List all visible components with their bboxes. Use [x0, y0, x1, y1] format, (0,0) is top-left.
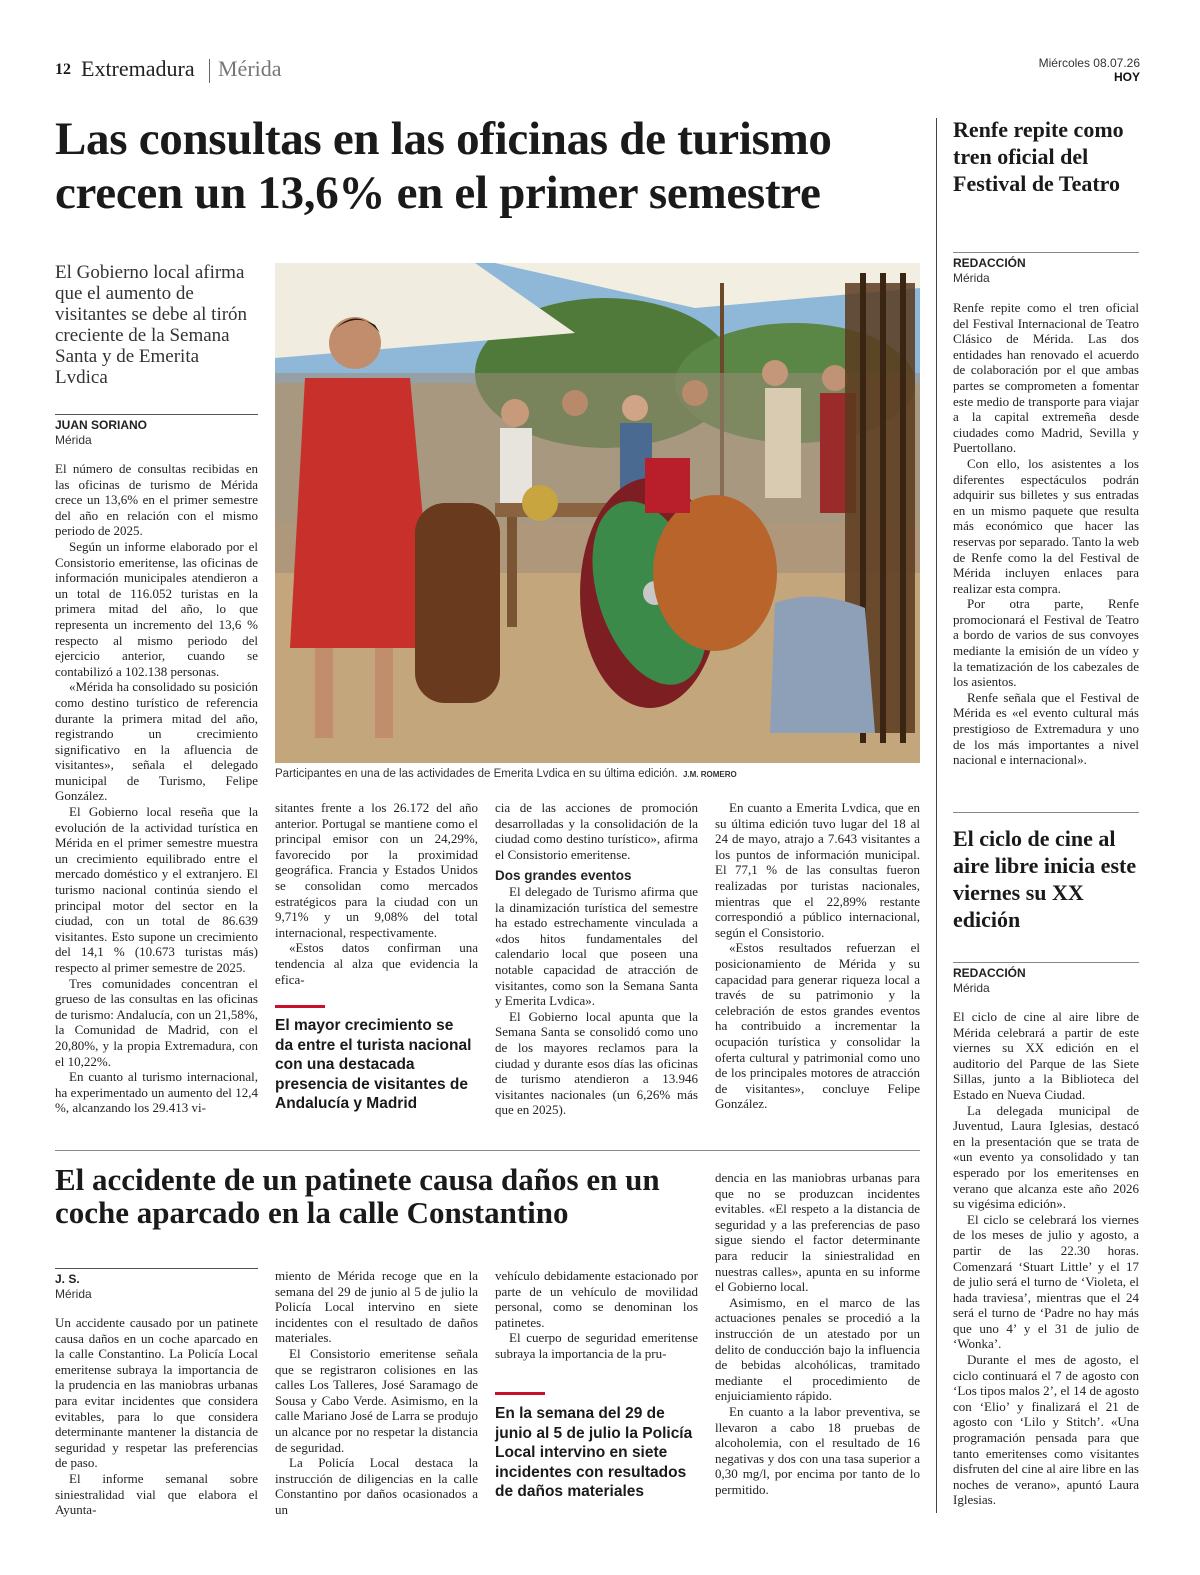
paragraph: Asimismo, en el marco de las actuaciones penales se procedió a la instrucción de un atestado por un delito de conducción bajo la influencia de bebidas alcohólicas, tramitado mediante el procedimiento de enjuiciamiento rápido. — [715, 1294, 920, 1404]
paragraph: El Gobierno local apunta que la Semana Santa se consolidó como uno de los mayores reclamos para la ciudad y durante esos días las oficinas de turismo atendieron a 13.946 visitantes nacionales (un 6,26% más que en 2025). — [495, 1008, 698, 1118]
bottom-byline-rule — [55, 1268, 258, 1269]
subheading: Dos grandes eventos — [495, 868, 632, 884]
main-photo — [275, 263, 920, 763]
paragraph: El Consistorio emeritense señala que se registraron colisiones en las calles Los Talleres, José Saramago de Sousa y Cabo Verde. Asimismo, en la calle Mariano José de Larra se produjo un alcance por no respetar la distancia de seguridad. — [275, 1345, 478, 1455]
pull-quote-marker — [275, 1005, 325, 1008]
paragraph: El ciclo de cine al aire libre de Mérida celebrará a partir de este viernes su XX edición en el auditorio del Parque de las Siete Sillas, junto a la Biblioteca del Estado en Nueva Ciudad. — [953, 1009, 1139, 1102]
paragraph: Renfe repite como el tren oficial del Festival Internacional de Teatro Clásico de Mérida. Las dos entidades han renovado el acuerdo de colaboración por el que ambas partes se comprometen a fomentar este medio de transporte para viajar a la capital extremeña desde ciudades como Madrid, Sevilla y Puertollano. — [953, 300, 1139, 456]
main-subtitle: El Gobierno local afirma que el aumento de visitantes se debe al tirón creciente de la Semana Santa y de Emerita Lvdica — [55, 262, 248, 388]
paragraph: En cuanto a la labor preventiva, se llevaron a cabo 18 pruebas de alcoholemia, con el resultado de 16 negativas y dos con una tasa superior a 0,30 mg/l, por encima por tanto de lo permitido. — [715, 1403, 920, 1497]
paragraph: La Policía Local destaca la instrucción de diligencias en la calle Constantino por daños ocasionados a un — [275, 1455, 478, 1517]
paragraph: Con ello, los asistentes a los diferentes espectáculos podrán adquirir sus billetes y sus entradas en un mismo paquete que resulta más económico que hacer las reservas por separado. Tanto la web de Renfe como la del Festival de Mérida incluyen enlaces para realizar esta compra. — [953, 455, 1139, 596]
bottom-pull-quote-marker — [495, 1392, 545, 1395]
paragraph: El ciclo se celebrará los viernes de los meses de julio y agosto, a partir de las 22.30 horas. Comenzará ‘Stuart Little’ y el 17 de julio será el turno de ‘Violeta, el hada traviesa’, mientras que el 24 será el turno de ‘Padre no hay más que uno 4’ y el 31 de julio de ‘Wonka’. — [953, 1211, 1139, 1352]
paragraph: El delegado de Turismo afirma que la dinamización turística del semestre ha estado estrechamente vinculada a «dos hitos fundamentales del calendario local que poseen una notable capacidad de atracción de visitantes, como son la Semana Santa y Emerita Lvdica». — [495, 883, 698, 1009]
header-date: Miércoles 08.07.26 — [1038, 56, 1140, 70]
sidebar1-city: Mérida — [953, 271, 990, 285]
sidebar2-rule — [953, 962, 1139, 963]
sidebar2-headline: El ciclo de cine al aire libre inicia este viernes su XX edición — [953, 826, 1137, 932]
bottom-column-4 — [715, 1170, 920, 1497]
paragraph: El Gobierno local reseña que la evolución de la actividad turística en Mérida en el primer semestre muestra un crecimiento equilibrado entre el mercado doméstico y el extranjero. El turismo nacional continúa siendo el principal motor del sector en la ciudad, con un total de 86.639 visitantes. Esto supone un crecimiento del 14,1 % (10.673 turistas más) respecto al primer semestre de 2025. — [55, 804, 258, 975]
paragraph: El informe semanal sobre siniestralidad vial que elabora el Ayunta- — [55, 1470, 258, 1518]
presenter-tunic — [290, 378, 435, 648]
main-city: Mérida — [55, 433, 92, 447]
paragraph: En cuanto al turismo internacional, ha experimentado un aumento del 12,4 %, alcanzando los 29.413 vi- — [55, 1069, 258, 1116]
main-column-2 — [275, 800, 478, 987]
paragraph: En cuanto a Emerita Lvdica, que en su última edición tuvo lugar del 18 al 24 de mayo, atrajo a 7.643 visitantes a los puntos de información municipal. El 77,1 % de las consultas fueron realizadas por turistas nacionales, mientras que el 22,89% restante correspondió a público internacional, según el Consistorio. — [715, 800, 920, 940]
paragraph: Un accidente causado por un patinete causa daños en un coche aparcado en la calle Constantino. La Policía Local emeritense subraya la importancia de la prudencia en las maniobras urbanas para evitar incidentes que considera evitables, para lo que considera determinante mantener la distancia de seguridad y respetar las preferencias de paso. — [55, 1315, 258, 1471]
sidebar1-headline: Renfe repite como tren oficial del Festival de Teatro — [953, 117, 1124, 196]
bottom-headline: El accidente de un patinete causa daños en un coche aparcado en la calle Constantino — [55, 1162, 660, 1230]
main-column-1 — [55, 461, 258, 1116]
bottom-author: J. S. — [55, 1272, 80, 1286]
photo-illustration — [275, 263, 920, 763]
section-name: Extremadura — [81, 56, 195, 81]
bottom-city: Mérida — [55, 1287, 92, 1301]
paragraph: El cuerpo de seguridad emeritense subraya la importancia de la pru- — [495, 1330, 698, 1361]
scutum-left — [415, 503, 500, 703]
main-column-3 — [495, 800, 698, 1118]
paragraph: sitantes frente a los 26.172 del año anterior. Portugal se mantiene como el principal emisor con un 24,29%, favorecido por la proximidad geográfica. Francia y Estados Unidos se consolidan como mercados estratégicos para la ciudad con un 9,71% y un 9,08% del total internacional, respectivamente. — [275, 800, 478, 940]
paragraph: miento de Mérida recoge que en la semana del 29 de junio al 5 de julio la Policía Local intervino en siete incidentes con el resultado de daños materiales. — [275, 1268, 478, 1346]
helmet — [522, 485, 558, 521]
byline-rule — [55, 414, 258, 415]
paragraph: Por otra parte, Renfe promocionará el Festival de Teatro a bordo de varios de sus convoyes mediante la emisión de un vídeo y la tematización de los cabezales de los asientos. — [953, 596, 1139, 690]
paragraph: dencia en las maniobras urbanas para que no se produzcan incidentes evitables. «El respeto a la distancia de seguridad y a las preferencias de paso sigue siendo el factor determinante para reducir la siniestralidad en nuestras calles», apunta en su informe el Gobierno local. — [715, 1170, 920, 1295]
bag — [770, 597, 875, 733]
header-paper: HOY — [1113, 70, 1140, 84]
photo-caption: Participantes en una de las actividades de Emerita Lvdica en su última edición. — [275, 768, 678, 780]
bottom-column-1 — [55, 1315, 258, 1518]
bottom-pull-quote: En la semana del 29 de junio al 5 de julio la Policía Local intervino en siete incidentes con resultados de daños materiales — [495, 1405, 693, 1500]
paragraph: Según un informe elaborado por el Consistorio emeritense, las oficinas de información municipales atendieron a un total de 116.052 turistas en la primera mitad del año, lo que representa un incremento del 13,6 % respecto al mismo periodo del ejercicio anterior, cuando se contabilizó a 102.138 personas. — [55, 538, 258, 679]
paragraph: «Estos resultados refuerzan el posicionamiento de Mérida y su capacidad para generar riqueza local a través de su patrimonio y la celebración de estos grandes eventos ha contribuido a incrementar la ocupación turística y consolidar la oferta cultural y patrimonial como uno de los principales motores de atracción de visitantes», concluye Felipe González. — [715, 940, 920, 1112]
bottom-column-2 — [275, 1268, 478, 1518]
main-author: JUAN SORIANO — [55, 418, 148, 432]
paragraph: Renfe señala que el Festival de Mérida es «el evento cultural más prestigioso de Extremadura y uno de los más importantes a nivel nacional e internacional». — [953, 689, 1139, 768]
pull-quote-1: El mayor crecimiento se da entre el turista nacional con una destacada presencia de visitantes de Andalucía y Madrid — [275, 1017, 472, 1112]
paragraph: «Estos datos confirman una tendencia al alza que evidencia la efica- — [275, 940, 478, 987]
paragraph: El número de consultas recibidas en las oficinas de turismo de Mérida crece un 13,6% en el primer semestre del año en relación con el mismo periodo de 2025. — [55, 461, 258, 539]
shield-round — [653, 495, 777, 651]
bottom-column-3 — [495, 1268, 698, 1362]
section-divider — [209, 59, 210, 83]
sidebar-separator — [953, 812, 1139, 813]
paragraph: Tres comunidades concentran el grueso de las consultas en las oficinas de turismo: Andalucía, con un 21,58%, la Comunidad de Madrid, con el 20,80%, y la propia Extremadura, con el 10,22%. — [55, 975, 258, 1069]
paragraph: cia de las acciones de promoción desarrolladas y la consolidación de la ciudad como destino turístico», afirma el Consistorio emeritense. — [495, 800, 698, 862]
page-header — [55, 56, 1145, 86]
sidebar1-body — [953, 300, 1139, 768]
sidebar1-rule — [953, 252, 1139, 253]
main-column-4 — [715, 800, 920, 1112]
column-divider — [936, 118, 937, 1513]
sidebar2-body — [953, 1009, 1139, 1508]
paragraph: La delegada municipal de Juventud, Laura Iglesias, destacó en la presentación que se trata de «un evento ya consolidado y tan esperado por los emeritenses en verano que alcanza este año 2026 su vigésima edición». — [953, 1102, 1139, 1212]
shield-banner — [645, 458, 690, 513]
subsection-name: Mérida — [218, 56, 282, 81]
paragraph: Durante el mes de agosto, el ciclo continuará el 7 de agosto con ‘Los tipos malos 2’, el 14 de agosto con ‘Elio’ y finalizará el 21 de agosto con ‘Lilo y Stitch’. «Una programación pensada para que tanto emeritenses como visitantes disfruten del cine al aire libre en las noches de verano», apuntó Laura Iglesias. — [953, 1352, 1139, 1508]
bottom-article-rule — [55, 1150, 920, 1151]
photo-caption-row — [275, 768, 920, 780]
sidebar2-author: REDACCIÓN — [953, 966, 1026, 980]
photo-credit: J.M. ROMERO — [682, 770, 737, 779]
sidebar2-city: Mérida — [953, 981, 990, 995]
main-headline: Las consultas en las oficinas de turismo crecen un 13,6% en el primer semestre — [55, 113, 832, 219]
page-number: 12 — [55, 61, 71, 78]
paragraph: vehículo debidamente estacionado por parte de un vehículo de movilidad personal, como se denominan los patinetes. — [495, 1268, 698, 1330]
paragraph: «Mérida ha consolidado su posición como destino turístico de referencia durante la primera mitad del año, registrando un crecimiento significativo en la afluencia de visitantes», señala el delegado municipal de Turismo, Felipe González. — [55, 679, 258, 804]
sidebar1-author: REDACCIÓN — [953, 256, 1026, 270]
